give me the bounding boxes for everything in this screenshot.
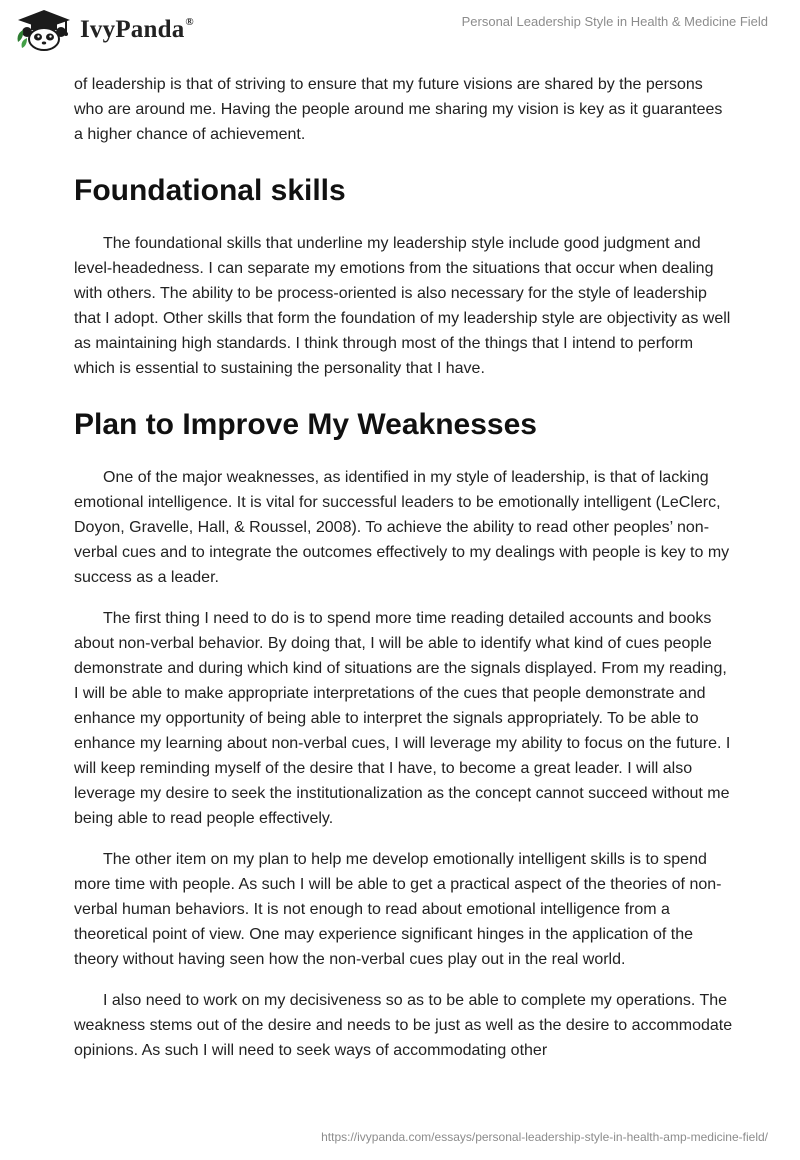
document-title: Personal Leadership Style in Health & Medicine Field [461, 14, 768, 29]
essay-content [74, 72, 734, 1079]
section-heading-foundational-skills: Foundational skills [74, 174, 346, 207]
paragraph: The first thing I need to do is to spend more time reading detailed accounts and books about non-verbal behavior. By doing that, I will be able to identify what kind of cues people demonstrate and during which kind of situations are the signals displayed. From my reading, I will be able to make appropriate interpretations of the cues that people demonstrate and enhance my opportunity of being able to interpret the signals appropriately. To be able to enhance my learning about non-verbal cues, I will leverage my ability to focus on the future. I will keep reminding myself of the desire that I have, to become a great leader. I will also leverage my desire to seek the institutionalization as the concept cannot succeed without me being able to read people effectively. [74, 610, 731, 827]
page-header [0, 0, 800, 70]
panda-graduate-icon [14, 8, 74, 52]
paragraph: The foundational skills that underline my leadership style include good judgment and level-headedness. I can separate my emotions from the situations that occur when dealing with others. The ability to be process-oriented is also necessary for the style of leadership that I adopt. Other skills that form the foundation of my leadership style are objectivity as well as maintaining high standards. I think through most of the things that I intend to perform which is essential to sustaining the personality that I have. [74, 235, 731, 377]
paragraph: The other item on my plan to help me develop emotionally intelligent skills is to spend more time with people. As such I will be able to get a practical aspect of the theories of non-verbal human behaviors. It is not enough to read about emotional intelligence from a theoretical point of view. One may experience significant hinges in the application of the theory without having seen how the non-verbal cues play out in the real world. [74, 851, 722, 968]
source-url[interactable]: https://ivypanda.com/essays/personal-leadership-style-in-health-amp-medicine-field/ [321, 1130, 768, 1144]
paragraph: I also need to work on my decisiveness so as to be able to complete my operations. The weakness stems out of the desire and needs to be just as well as the desire to accommodate opinions. As such I will need to seek ways of accommodating other [74, 992, 733, 1059]
section-heading-plan-to-improve: Plan to Improve My Weaknesses [74, 408, 537, 441]
paragraph: One of the major weaknesses, as identified in my style of leadership, is that of lacking emotional intelligence. It is vital for successful leaders to be emotionally intelligent (LeClerc, Doyon, Gravelle, Hall, & Roussel, 2008). To achieve the ability to read other peoples’ non-verbal cues and to integrate the outcomes effectively to my dealings with people is key to my success as a leader. [74, 469, 730, 586]
intro-paragraph: of leadership is that of striving to ensure that my future visions are shared by the persons who are around me. Having the people around me sharing my vision is key as it guarantees a higher chance of achievement. [74, 76, 723, 143]
logo-text: IvyPanda® [80, 16, 194, 43]
ivypanda-logo[interactable] [14, 8, 194, 52]
